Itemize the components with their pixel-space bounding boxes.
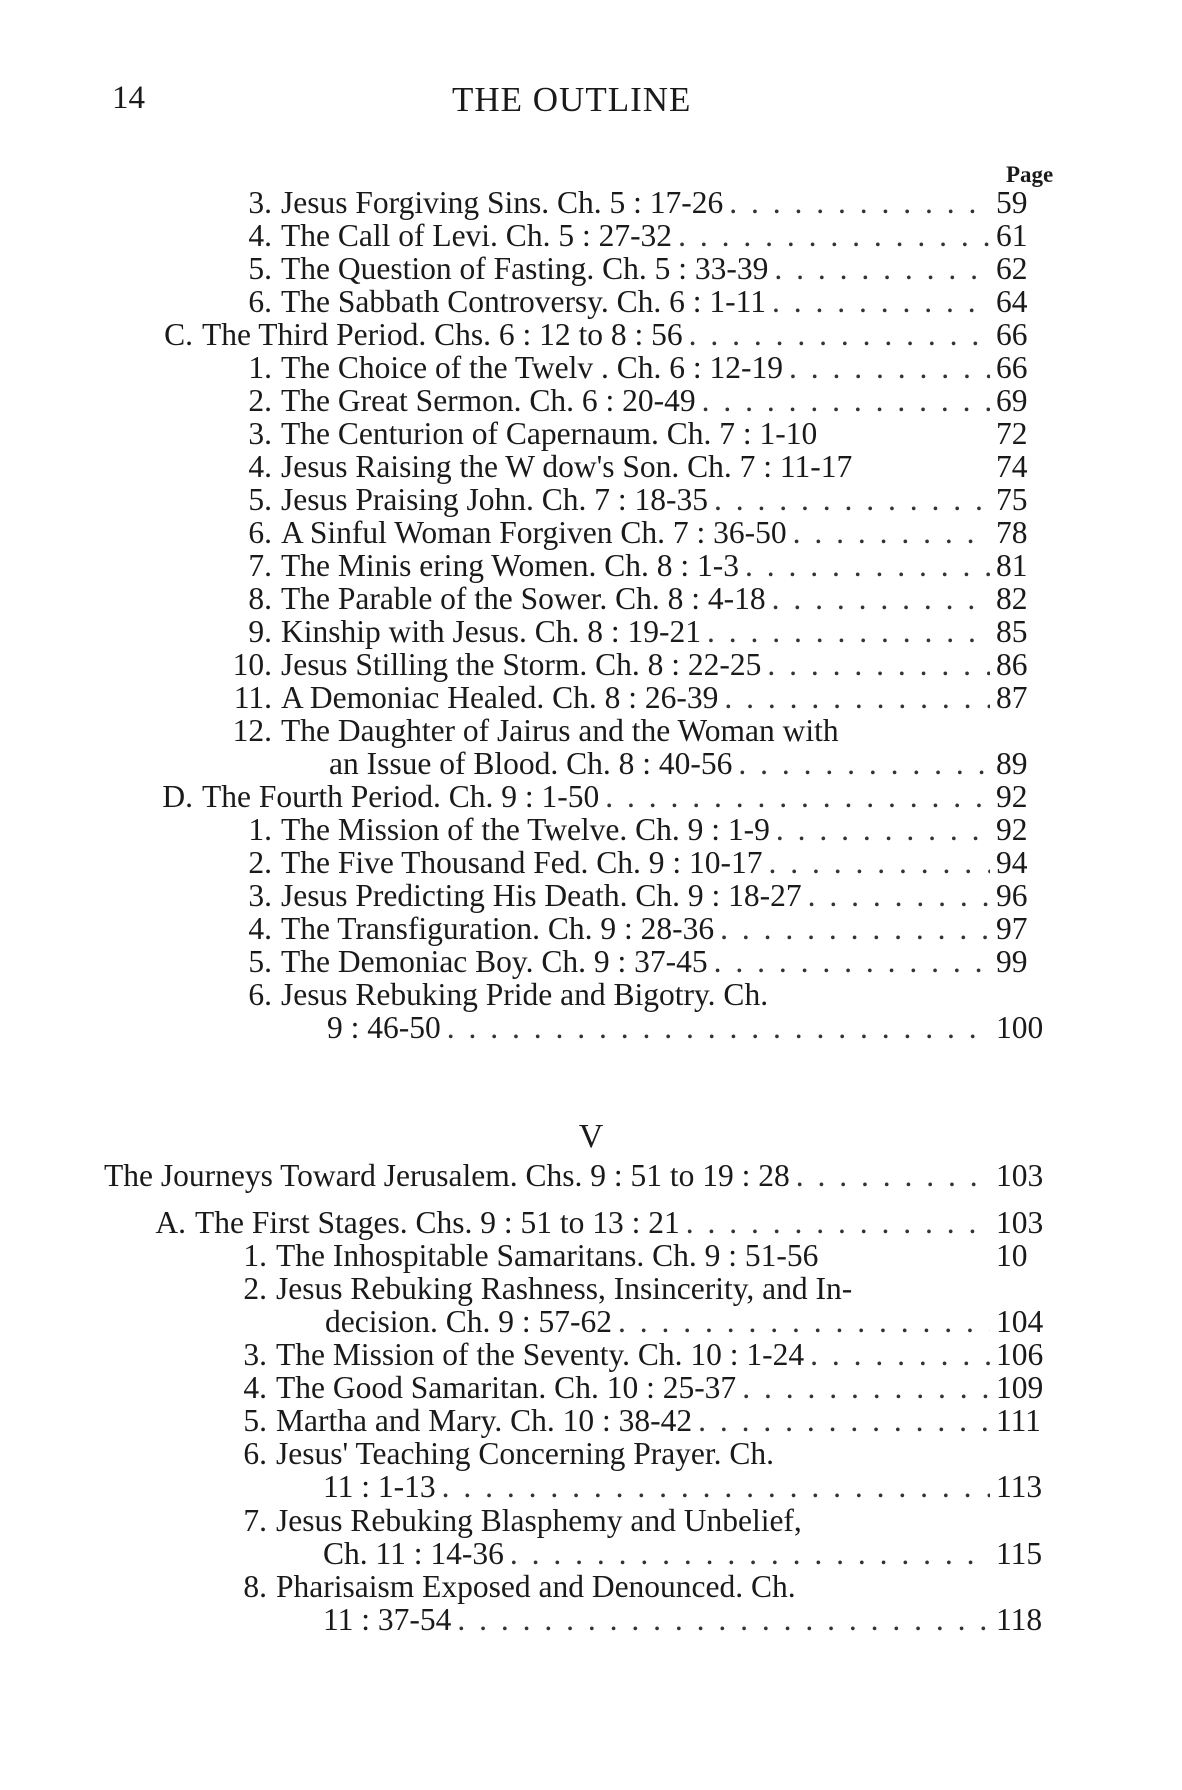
toc-entry-number: C. xyxy=(164,317,193,352)
dot-leader xyxy=(436,1469,990,1505)
toc-entry-title: Kinship with Jesus. Ch. 8 : 19-21 xyxy=(281,614,702,649)
toc-entry-title: The Parable of the Sower. Ch. 8 : 4-18 xyxy=(281,581,766,616)
toc-entry-page: 66 xyxy=(996,317,1028,352)
toc-entry-page: 94 xyxy=(996,845,1028,880)
toc-entry-title: an Issue of Blood. Ch. 8 : 40-56 xyxy=(329,746,733,781)
toc-entry-title: 11 : 1-13 xyxy=(323,1469,436,1504)
toc-entry-page: 111 xyxy=(996,1403,1041,1438)
toc-entry xyxy=(210,614,1060,650)
toc-entry-title: The Transfiguration. Ch. 9 : 28-36 xyxy=(281,911,715,946)
dot-leader xyxy=(708,482,990,518)
toc-entry xyxy=(205,1503,1060,1539)
toc-entry-page: 92 xyxy=(996,812,1028,847)
toc-entry-page: 86 xyxy=(996,647,1028,682)
toc-entry xyxy=(210,482,1060,518)
toc-entry-page: 103 xyxy=(996,1158,1044,1193)
toc-entry-page: 59 xyxy=(996,185,1028,220)
toc-entry-page: 99 xyxy=(996,944,1028,979)
toc-entry-number: 4. xyxy=(248,911,272,946)
toc-entry-title: The Choice of the Twelv . Ch. 6 : 12-19 xyxy=(281,350,784,385)
toc-entry-title: Ch. 11 : 14-36 xyxy=(323,1536,504,1571)
toc-entry-number: 2. xyxy=(248,383,272,418)
toc-entry-number: 2. xyxy=(248,845,272,880)
toc-entry-number: 6. xyxy=(243,1436,267,1471)
dot-leader xyxy=(761,647,990,683)
dot-leader xyxy=(770,812,990,848)
toc-entry-page: 62 xyxy=(996,251,1028,286)
toc-entry-number: 2. xyxy=(243,1271,267,1306)
toc-entry-page: 109 xyxy=(996,1370,1044,1405)
toc-entry-number: 9. xyxy=(248,614,272,649)
toc-entry-title: Jesus' Teaching Concerning Prayer. Ch. xyxy=(276,1436,775,1471)
toc-entry xyxy=(104,1158,1060,1194)
dot-leader xyxy=(714,911,990,947)
toc-entry xyxy=(205,1569,1060,1605)
toc-entry xyxy=(210,647,1060,683)
toc-entry-page: 10 xyxy=(996,1238,1028,1273)
toc-entry xyxy=(210,218,1060,254)
toc-entry-title: The Fourth Period. Ch. 9 : 1-50 xyxy=(202,779,600,814)
toc-entry-title: The Sabbath Controversy. Ch. 6 : 1-11 xyxy=(281,284,766,319)
toc-entry-title: Jesus Praising John. Ch. 7 : 18-35 xyxy=(281,482,709,517)
toc-entry xyxy=(205,1403,1060,1439)
toc-entry xyxy=(210,581,1060,617)
toc-entry-number: 10. xyxy=(232,647,272,682)
toc-entry-title: Jesus Raising the W dow's Son. Ch. 7 : 11-17 xyxy=(281,449,853,484)
dot-leader xyxy=(802,878,990,914)
toc-entry xyxy=(210,713,1060,749)
toc-entry xyxy=(140,317,1060,353)
toc-entry xyxy=(300,1469,1060,1505)
toc-entry-title: decision. Ch. 9 : 57-62 xyxy=(325,1304,612,1339)
toc-entry-number: 1. xyxy=(243,1238,267,1273)
toc-entry-number: 1. xyxy=(248,350,272,385)
dot-leader xyxy=(451,1602,990,1638)
toc-entry-page: 92 xyxy=(996,779,1028,814)
toc-entry-title: The Minis ering Women. Ch. 8 : 1-3 xyxy=(281,548,739,583)
toc-entry xyxy=(210,416,1060,452)
toc-entry xyxy=(210,680,1060,716)
dot-leader xyxy=(441,1010,990,1046)
section-numeral: V xyxy=(578,1118,604,1155)
toc-entry-number: 5. xyxy=(248,944,272,979)
dot-leader xyxy=(763,845,990,881)
toc-entry-number: 5. xyxy=(248,251,272,286)
toc-entry-page: 104 xyxy=(996,1304,1044,1339)
toc-entry xyxy=(210,977,1060,1013)
toc-entry-title: Jesus Rebuking Pride and Bigotry. Ch. xyxy=(281,977,769,1012)
toc-entry-title: The Five Thousand Fed. Ch. 9 : 10-17 xyxy=(281,845,763,880)
dot-leader xyxy=(701,614,990,650)
toc-entry-title: The Great Sermon. Ch. 6 : 20-49 xyxy=(281,383,696,418)
toc-entry-number: 1. xyxy=(248,812,272,847)
toc-entry-number: 6. xyxy=(248,284,272,319)
toc-entry xyxy=(300,1536,1060,1572)
dot-leader xyxy=(787,515,990,551)
toc-entry-page: 75 xyxy=(996,482,1028,517)
dot-leader xyxy=(680,1205,990,1241)
toc-entry xyxy=(210,548,1060,584)
toc-entry-page: 103 xyxy=(996,1205,1044,1240)
toc-entry-number: 11. xyxy=(233,680,272,715)
dot-leader xyxy=(790,1158,990,1194)
toc-entry-page: 89 xyxy=(996,746,1028,781)
toc-entry-page: 78 xyxy=(996,515,1028,550)
toc-entry-title: The Good Samaritan. Ch. 10 : 25-37 xyxy=(276,1370,737,1405)
toc-entry-title: 11 : 37-54 xyxy=(323,1602,452,1637)
toc-entry-title: The Demoniac Boy. Ch. 9 : 37-45 xyxy=(281,944,708,979)
toc-entry xyxy=(210,251,1060,287)
toc-entry-number: 5. xyxy=(248,482,272,517)
toc-entry-title: A Demoniac Healed. Ch. 8 : 26-39 xyxy=(281,680,719,715)
toc-entry-title: A Sinful Woman Forgiven Ch. 7 : 36-50 xyxy=(281,515,787,550)
toc-entry-title: The Daughter of Jairus and the Woman with xyxy=(281,713,839,748)
toc-entry-number: 8. xyxy=(243,1569,267,1604)
toc-entry-page: 69 xyxy=(996,383,1028,418)
toc-entry-page: 85 xyxy=(996,614,1028,649)
toc-entry-number: 4. xyxy=(243,1370,267,1405)
dot-leader xyxy=(739,548,990,584)
dot-leader xyxy=(766,284,990,320)
toc-entry-page: 96 xyxy=(996,878,1028,913)
toc-entry-number: 3. xyxy=(248,878,272,913)
dot-leader xyxy=(672,218,990,254)
toc-entry-title: Jesus Rebuking Blasphemy and Unbelief, xyxy=(276,1503,802,1538)
toc-entry-number: 12. xyxy=(232,713,272,748)
toc-entry xyxy=(210,515,1060,551)
toc-entry-title: The Inhospitable Samaritans. Ch. 9 : 51-56 xyxy=(276,1238,819,1273)
toc-entry-page: 72 xyxy=(996,416,1028,451)
dot-leader xyxy=(804,1337,990,1373)
toc-entry xyxy=(210,812,1060,848)
toc-entry-page: 82 xyxy=(996,581,1028,616)
toc-entry xyxy=(210,383,1060,419)
toc-entry-number: 5. xyxy=(243,1403,267,1438)
toc-entry xyxy=(300,1010,1060,1046)
page-number: 14 xyxy=(112,80,145,116)
toc-entry xyxy=(210,185,1060,221)
toc-entry-title: The Question of Fasting. Ch. 5 : 33-39 xyxy=(281,251,769,286)
toc-entry xyxy=(300,1602,1060,1638)
toc-entry xyxy=(205,1271,1060,1307)
toc-entry xyxy=(210,449,1060,485)
toc-entry-page: 81 xyxy=(996,548,1028,583)
toc-entry-page: 87 xyxy=(996,680,1028,715)
toc-entry-title: Martha and Mary. Ch. 10 : 38-42 xyxy=(276,1403,693,1438)
toc-entry-page: 64 xyxy=(996,284,1028,319)
toc-entry xyxy=(205,1370,1060,1406)
toc-entry xyxy=(272,746,1060,782)
toc-entry-title: The Mission of the Twelve. Ch. 9 : 1-9 xyxy=(281,812,770,847)
toc-entry-page: 118 xyxy=(996,1602,1043,1637)
dot-leader xyxy=(504,1536,990,1572)
toc-entry xyxy=(140,779,1060,815)
toc-entry xyxy=(268,1304,1060,1340)
toc-entry-title: Jesus Stilling the Storm. Ch. 8 : 22-25 xyxy=(281,647,762,682)
toc-entry-number: 4. xyxy=(248,218,272,253)
toc-entry-title: The Third Period. Chs. 6 : 12 to 8 : 56 xyxy=(202,317,683,352)
toc-entry-number: 3. xyxy=(248,185,272,220)
toc-entry xyxy=(205,1436,1060,1472)
dot-leader xyxy=(736,1370,990,1406)
toc-entry xyxy=(134,1205,1060,1241)
toc-entry-page: 113 xyxy=(996,1469,1043,1504)
toc-entry xyxy=(210,284,1060,320)
dot-leader xyxy=(783,350,990,386)
toc-entry xyxy=(210,350,1060,386)
running-title: THE OUTLINE xyxy=(452,80,692,119)
dot-leader xyxy=(683,317,990,353)
dot-leader xyxy=(732,746,990,782)
toc-entry xyxy=(205,1238,1060,1274)
toc-entry-title: The Centurion of Capernaum. Ch. 7 : 1-10 xyxy=(281,416,818,451)
toc-entry-page: 74 xyxy=(996,449,1028,484)
toc-entry-number: 4. xyxy=(248,449,272,484)
toc-entry-number: A. xyxy=(155,1205,186,1240)
toc-entry-number: 7. xyxy=(248,548,272,583)
toc-entry-number: 6. xyxy=(248,515,272,550)
toc-entry-title: The Call of Levi. Ch. 5 : 27-32 xyxy=(281,218,673,253)
toc-entry-title: Jesus Rebuking Rashness, Insincerity, and In- xyxy=(276,1271,853,1306)
toc-entry xyxy=(210,845,1060,881)
toc-entry-title: Jesus Forgiving Sins. Ch. 5 : 17-26 xyxy=(281,185,724,220)
toc-entry-title: The Journeys Toward Jerusalem. Chs. 9 : 51 to 19 : 28 xyxy=(104,1158,790,1193)
toc-entry-number: 3. xyxy=(243,1337,267,1372)
toc-entry-page: 106 xyxy=(996,1337,1044,1372)
dot-leader xyxy=(723,185,990,221)
toc-entry-page: 61 xyxy=(996,218,1028,253)
dot-leader xyxy=(708,944,990,980)
dot-leader xyxy=(696,383,990,419)
toc-entry xyxy=(210,944,1060,980)
toc-entry-number: 6. xyxy=(248,977,272,1012)
toc-entry-title: 9 : 46-50 xyxy=(327,1010,441,1045)
toc-entry-title: The First Stages. Chs. 9 : 51 to 13 : 21 xyxy=(195,1205,680,1240)
toc-entry xyxy=(205,1337,1060,1373)
dot-leader xyxy=(766,581,990,617)
toc-entry-page: 115 xyxy=(996,1536,1043,1571)
dot-leader xyxy=(692,1403,990,1439)
toc-entry xyxy=(210,911,1060,947)
toc-entry-title: Pharisaism Exposed and Denounced. Ch. xyxy=(276,1569,796,1604)
page-column-label: Page xyxy=(1006,162,1054,187)
toc-entry-page: 100 xyxy=(996,1010,1044,1045)
toc-entry-title: The Mission of the Seventy. Ch. 10 : 1-24 xyxy=(276,1337,805,1372)
toc-entry xyxy=(210,878,1060,914)
toc-entry-page: 66 xyxy=(996,350,1028,385)
dot-leader xyxy=(612,1304,990,1340)
toc-entry-title: Jesus Predicting His Death. Ch. 9 : 18-27 xyxy=(281,878,802,913)
toc-entry-number: 7. xyxy=(243,1503,267,1538)
toc-entry-number: D. xyxy=(162,779,193,814)
dot-leader xyxy=(718,680,990,716)
dot-leader xyxy=(768,251,990,287)
toc-entry-number: 3. xyxy=(248,416,272,451)
toc-entry-number: 8. xyxy=(248,581,272,616)
toc-entry-page: 97 xyxy=(996,911,1028,946)
dot-leader xyxy=(599,779,990,815)
